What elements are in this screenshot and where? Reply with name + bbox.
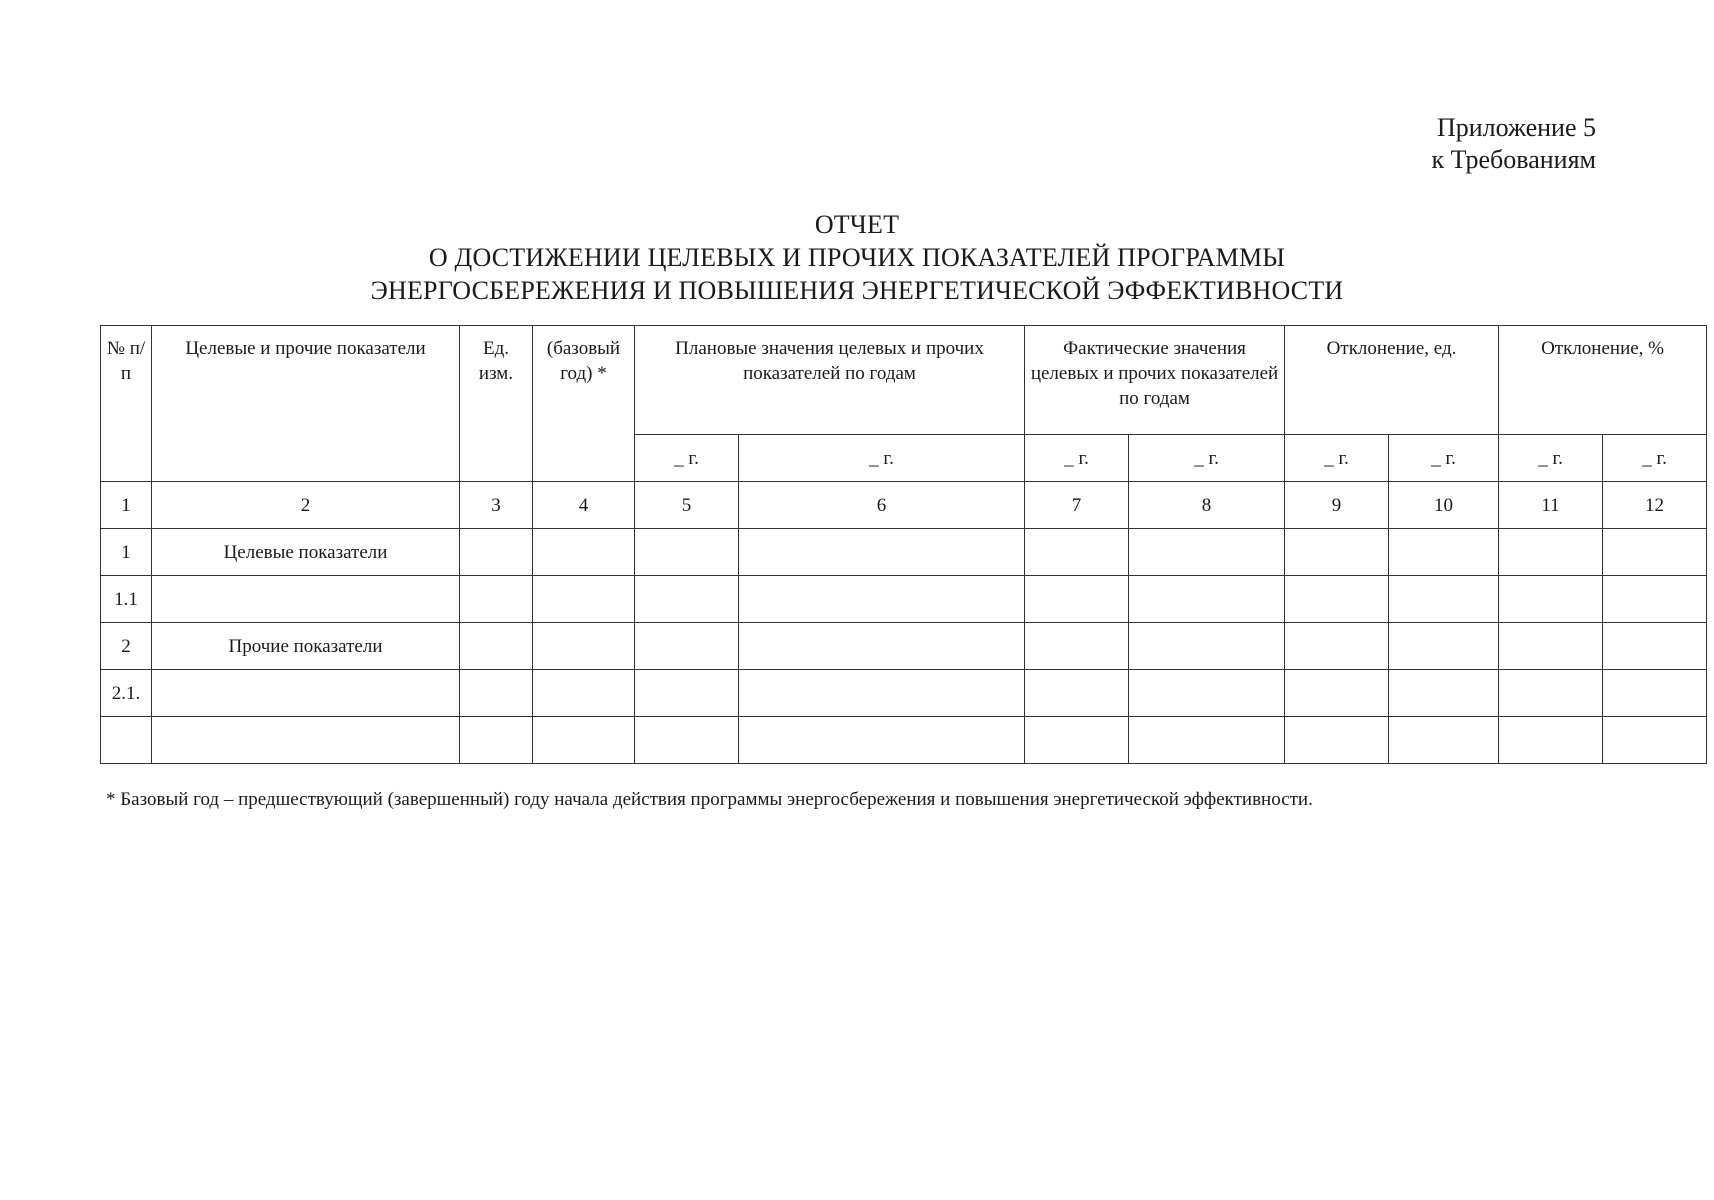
column-number: 10 (1389, 482, 1499, 529)
year-cell: _ г. (1129, 435, 1285, 482)
table-cell (1389, 529, 1499, 576)
table-cell (1129, 717, 1285, 764)
table-cell (1389, 670, 1499, 717)
header-num: № п/п (101, 326, 152, 482)
column-number-row (101, 482, 1707, 529)
table-cell (1603, 717, 1707, 764)
table-cell (460, 529, 533, 576)
year-cell: _ г. (1499, 435, 1603, 482)
table-cell (1129, 529, 1285, 576)
row-number: 2.1. (101, 670, 152, 717)
table-cell (1603, 529, 1707, 576)
table-cell (739, 670, 1025, 717)
table-cell (1129, 576, 1285, 623)
table-cell (1389, 623, 1499, 670)
table-cell (533, 670, 635, 717)
row-indicator-name (152, 717, 460, 764)
table-cell (1025, 623, 1129, 670)
row-number: 1.1 (101, 576, 152, 623)
table-cell (1603, 623, 1707, 670)
column-number: 8 (1129, 482, 1285, 529)
table-cell (1025, 576, 1129, 623)
table-cell (1025, 670, 1129, 717)
table-cell (460, 717, 533, 764)
column-number: 5 (635, 482, 739, 529)
table-cell (635, 529, 739, 576)
table-cell (1499, 670, 1603, 717)
header-base-year: (базовый год) * (533, 326, 635, 482)
table-cell (533, 576, 635, 623)
table-cell (1499, 529, 1603, 576)
table-row (101, 623, 1707, 670)
table-cell (460, 670, 533, 717)
header-actual: Фактические значения целевых и прочих показателей по годам (1025, 326, 1285, 435)
column-number: 2 (152, 482, 460, 529)
table-cell (460, 623, 533, 670)
table-cell (739, 576, 1025, 623)
table-row (101, 670, 1707, 717)
table-cell (739, 529, 1025, 576)
footnote: * Базовый год – предшествующий (завершенный) году начала действия программы энергосбережения и повышения энергетической эффективности. (106, 789, 1313, 810)
year-cell: _ г. (739, 435, 1025, 482)
column-number: 4 (533, 482, 635, 529)
table-row (101, 717, 1707, 764)
table-cell (739, 623, 1025, 670)
column-number: 1 (101, 482, 152, 529)
table-cell (1285, 623, 1389, 670)
column-number: 11 (1499, 482, 1603, 529)
year-cell: _ г. (1389, 435, 1499, 482)
table-cell (533, 623, 635, 670)
table-cell (1025, 529, 1129, 576)
title-line-1: ОТЧЕТ (814, 210, 900, 239)
document-title (0, 208, 1714, 307)
header-row (101, 326, 1707, 435)
row-indicator-name: Прочие показатели (152, 623, 460, 670)
column-number: 9 (1285, 482, 1389, 529)
table-cell (1285, 717, 1389, 764)
appendix-label (1431, 112, 1596, 176)
row-number: 1 (101, 529, 152, 576)
header-deviation-units: Отклонение, ед. (1285, 326, 1499, 435)
header-deviation-pct: Отклонение, % (1499, 326, 1707, 435)
row-indicator-name (152, 670, 460, 717)
table-cell (635, 670, 739, 717)
column-number: 12 (1603, 482, 1707, 529)
title-line-3: ЭНЕРГОСБЕРЕЖЕНИЯ И ПОВЫШЕНИЯ ЭНЕРГЕТИЧЕСКОЙ ЭФФЕКТИВНОСТИ (370, 276, 1344, 305)
table-cell (1389, 717, 1499, 764)
table-cell (1499, 576, 1603, 623)
table-cell (1129, 623, 1285, 670)
table-cell (1285, 576, 1389, 623)
year-cell: _ г. (1025, 435, 1129, 482)
header-indicators: Целевые и прочие показатели (152, 326, 460, 482)
header-planned: Плановые значения целевых и прочих показателей по годам (635, 326, 1025, 435)
table-row (101, 576, 1707, 623)
table-cell (1129, 670, 1285, 717)
report-table (100, 325, 1707, 764)
row-number (101, 717, 152, 764)
row-indicator-name (152, 576, 460, 623)
column-number: 6 (739, 482, 1025, 529)
column-number: 7 (1025, 482, 1129, 529)
appendix-number: Приложение 5 (1436, 113, 1596, 142)
column-number: 3 (460, 482, 533, 529)
table-cell (1025, 717, 1129, 764)
appendix-reference: к Требованиям (1431, 145, 1596, 174)
table-cell (635, 623, 739, 670)
table-cell (533, 717, 635, 764)
table-cell (1499, 623, 1603, 670)
table-cell (1285, 529, 1389, 576)
table-cell (1499, 717, 1603, 764)
table-cell (533, 529, 635, 576)
title-line-2: О ДОСТИЖЕНИИ ЦЕЛЕВЫХ И ПРОЧИХ ПОКАЗАТЕЛЕЙ ПРОГРАММЫ (428, 243, 1286, 272)
table-cell (1389, 576, 1499, 623)
year-cell: _ г. (1285, 435, 1389, 482)
header-unit: Ед. изм. (460, 326, 533, 482)
table-cell (1285, 670, 1389, 717)
year-cell: _ г. (1603, 435, 1707, 482)
row-number: 2 (101, 623, 152, 670)
table-row (101, 529, 1707, 576)
table-cell (1603, 576, 1707, 623)
year-cell: _ г. (635, 435, 739, 482)
row-indicator-name: Целевые показатели (152, 529, 460, 576)
table-cell (635, 576, 739, 623)
table-cell (635, 717, 739, 764)
table-cell (460, 576, 533, 623)
table-cell (1603, 670, 1707, 717)
table-cell (739, 717, 1025, 764)
